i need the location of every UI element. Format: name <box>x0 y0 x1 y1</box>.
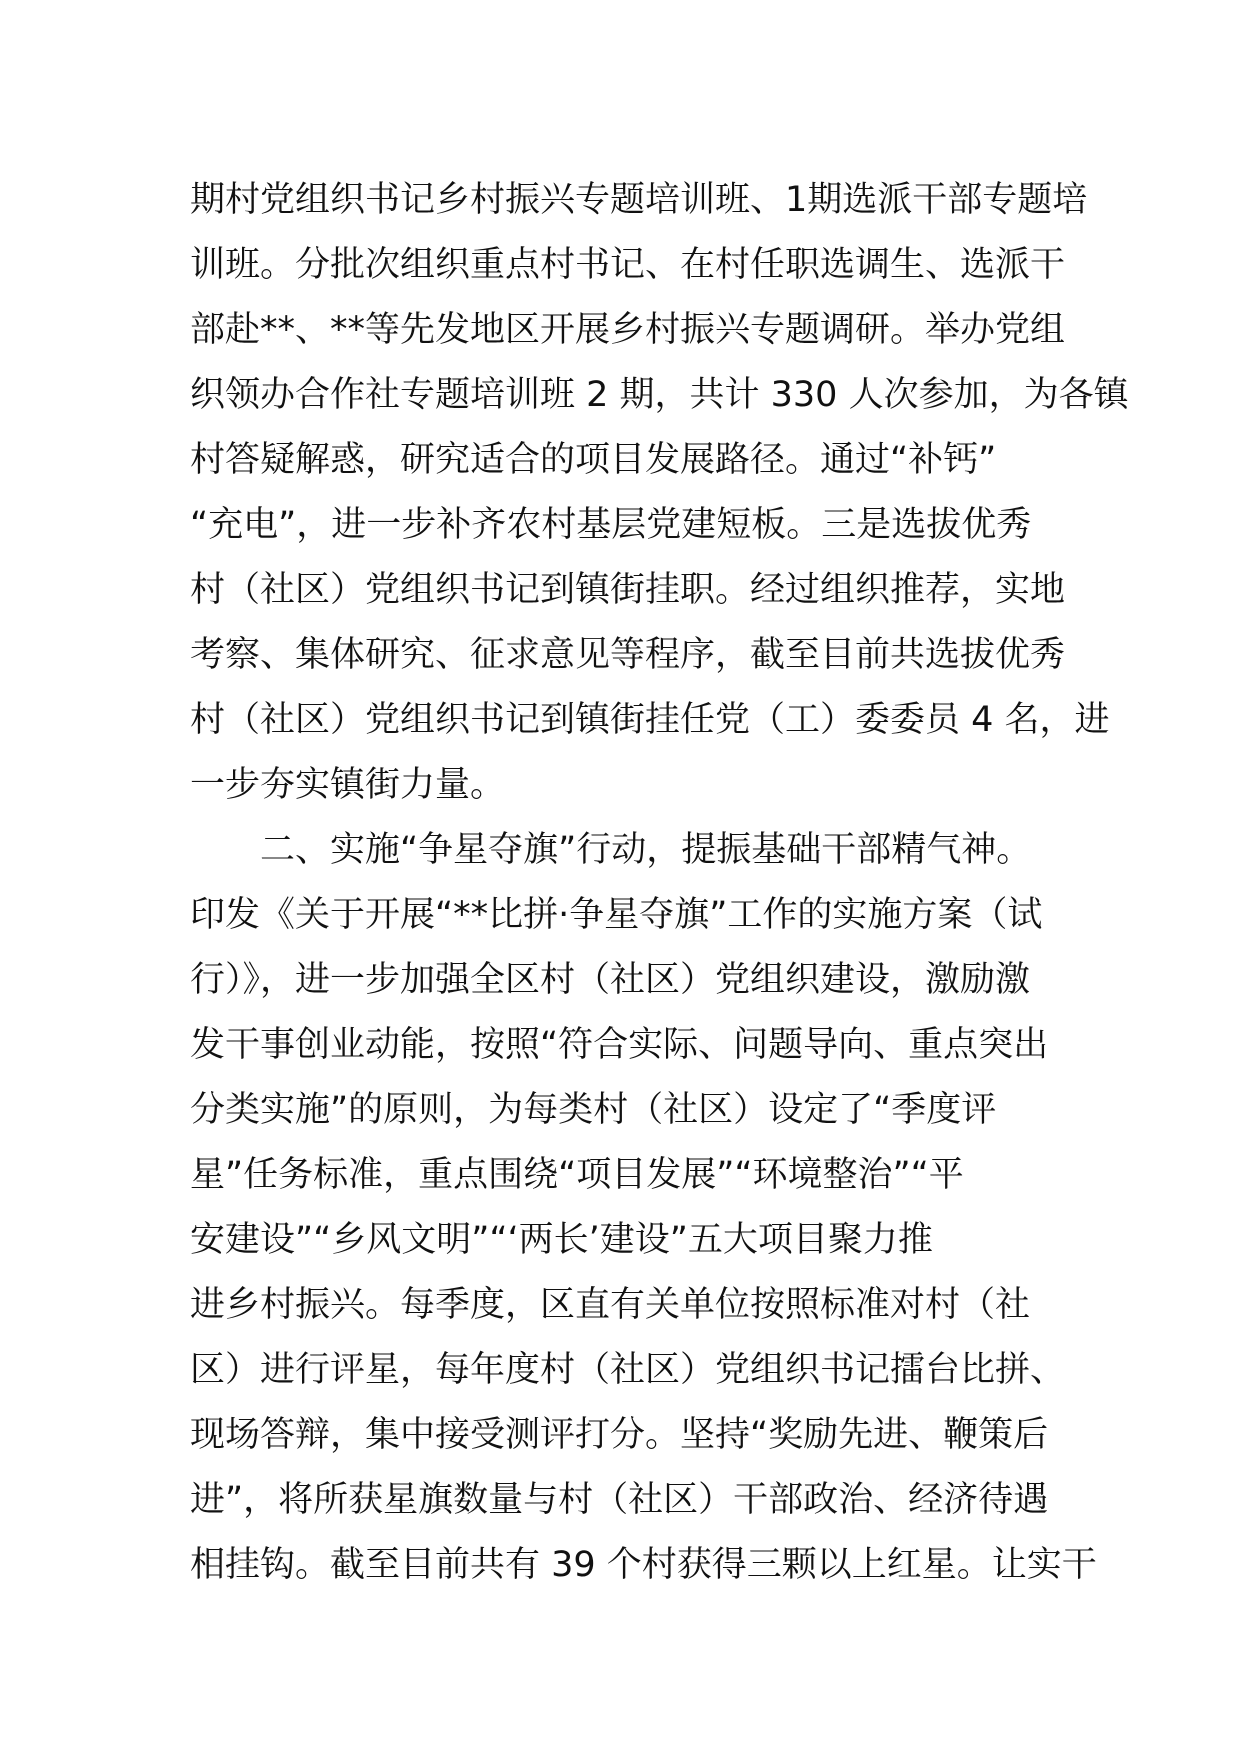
text-line: 安建设”“乡风文明”“‘两长’建设”五大项目聚力推 <box>190 1220 933 1260</box>
text-line: 村答疑解惑，研究适合的项目发展路径。通过“补钙” <box>190 440 997 480</box>
text-line: 一步夯实镇街力量。 <box>190 765 506 805</box>
text-line: 进乡村振兴。每季度，区直有关单位按照标准对村（社 <box>190 1285 1031 1325</box>
text-line: 织领办合作社专题培训班 2 期，共计 330 人次参加，为各镇 <box>190 375 1129 415</box>
text-line: 村（社区）党组织书记到镇街挂任党（工）委委员 4 名，进 <box>190 700 1110 740</box>
text-line: 发干事创业动能，按照“符合实际、问题导向、重点突出 <box>190 1025 1049 1065</box>
text-line: 进”，将所获星旗数量与村（社区）干部政治、经济待遇 <box>190 1480 1049 1520</box>
text-line: 相挂钩。截至目前共有 39 个村获得三颗以上红星。让实干 <box>190 1545 1097 1585</box>
section-heading-line: 二、实施“争星夺旗”行动，提振基础干部精气神。 <box>190 830 1032 870</box>
text-line: 现场答辩，集中接受测评打分。坚持“奖励先进、鞭策后 <box>190 1415 1049 1455</box>
text-line: “充电”，进一步补齐农村基层党建短板。三是选拔优秀 <box>190 505 1032 545</box>
text-line: 村（社区）党组织书记到镇街挂职。经过组织推荐，实地 <box>190 570 1066 610</box>
text-line: 部赴**、**等先发地区开展乡村振兴专题调研。举办党组 <box>190 310 1066 350</box>
text-line: 分类实施”的原则，为每类村（社区）设定了“季度评 <box>190 1090 997 1130</box>
text-line: 星”任务标准，重点围绕“项目发展”“环境整治”“平 <box>190 1155 964 1195</box>
text-line: 印发《关于开展“**比拼·争星夺旗”工作的实施方案（试 <box>190 895 1043 935</box>
text-line: 考察、集体研究、征求意见等程序，截至目前共选拔优秀 <box>190 635 1066 675</box>
text-line: 区）进行评星，每年度村（社区）党组织书记擂台比拼、 <box>190 1350 1066 1390</box>
text-line: 行）》，进一步加强全区村（社区）党组织建设，激励激 <box>190 960 1031 1000</box>
text-line: 训班。分批次组织重点村书记、在村任职选调生、选派干 <box>190 245 1066 285</box>
text-line: 期村党组织书记乡村振兴专题培训班、1期选派干部专题培 <box>190 180 1088 220</box>
body-text <box>190 168 1129 1598</box>
